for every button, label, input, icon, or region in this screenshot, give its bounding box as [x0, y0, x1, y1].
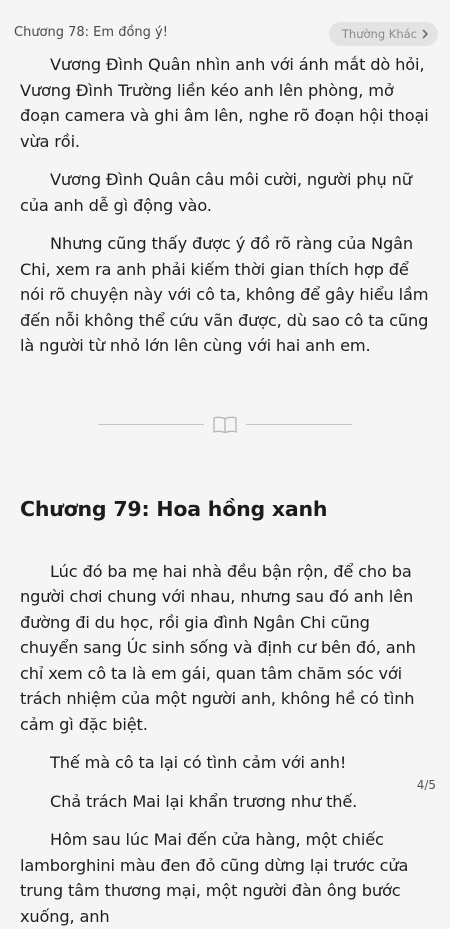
- paragraph: Nhưng cũng thấy được ý đồ rõ ràng của Ngân Chi, xem ra anh phải kiếm thời gian thích hợp để nói rõ chuyện này với cô ta, không để gây hiểu lầm đến nỗi không thể cứu vãn được, dù sao cô ta cũng là người từ nhỏ lớn lên cùng với hai anh em.: [20, 234, 429, 355]
- reader-header: [0, 0, 450, 60]
- paragraph: Hôm sau lúc Mai đến cửa hàng, một chiếc lamborghini màu đen đỏ cũng dừng lại trước cửa trung tâm thương mại, một người đàn ông bước xuống, anh: [20, 830, 409, 926]
- paragraph: Vương Đình Quân câu môi cười, người phụ nữ của anh dễ gì động vào.: [20, 170, 412, 215]
- other-options-label: Thường Khác: [341, 27, 417, 41]
- chapter-heading: Chương 79: Hoa hồng xanh: [20, 496, 328, 521]
- other-options-button[interactable]: [329, 22, 438, 46]
- divider-line-right: [246, 424, 352, 425]
- page-indicator: 4/5: [416, 778, 436, 792]
- divider-line-left: [98, 424, 204, 425]
- chevron-right-icon: [421, 29, 430, 39]
- open-book-icon: [212, 415, 238, 435]
- paragraph: Vương Đình Quân nhìn anh với ánh mắt dò hỏi, Vương Đình Trường liền kéo anh lên phòng, mở đoạn camera và ghi âm lên, nghe rõ đoạn hội thoại vừa rồi.: [20, 55, 429, 151]
- current-chapter-title: Chương 78: Em đồng ý!: [14, 25, 168, 40]
- paragraph: Lúc đó ba mẹ hai nhà đều bận rộn, để cho ba người chơi chung với nhau, nhưng sau đó anh lên đường đi du học, rồi gia đình Ngân Chi cũng chuyển sang Úc sinh sống và định cư bên đó, anh chỉ xem cô ta là em gái, quan tâm chăm sóc với trách nhiệm của một người anh, không hề có tình cảm gì đặc biệt.: [20, 561, 416, 734]
- paragraph: Thế mà cô ta lại có tình cảm với anh!: [50, 753, 347, 772]
- chapter-divider: [20, 411, 430, 439]
- paragraph: Chả trách Mai lại khẩn trương như thế.: [50, 791, 358, 811]
